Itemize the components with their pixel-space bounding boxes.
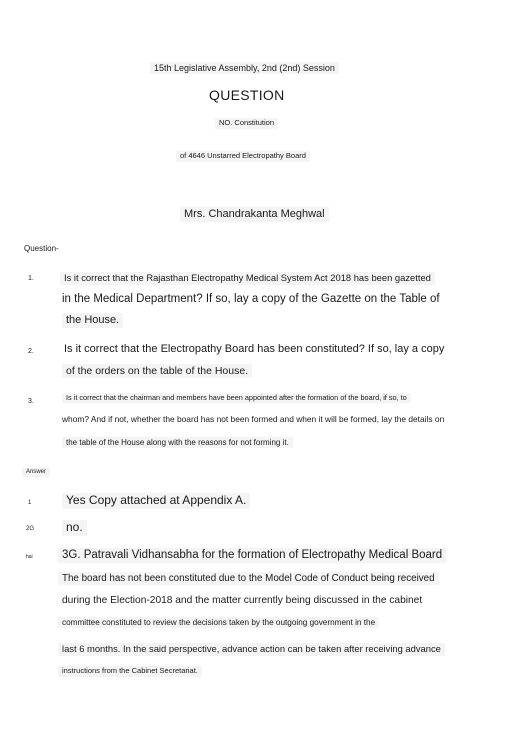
answer-2-text: no. xyxy=(62,520,87,536)
question-1-number: 1. xyxy=(28,275,34,282)
question-number-line: NO. Constitution xyxy=(215,118,278,129)
answer-1-number: 1 xyxy=(28,500,32,506)
question-1-line-3: the House. xyxy=(62,313,123,328)
question-label: Question- xyxy=(24,244,59,253)
answer-3-line-3: during the Election-2018 and the matter currently being discussed in the cabinet xyxy=(62,595,423,606)
answer-3-line-1: 3G. Patravali Vidhansabha for the formation of Electropathy Medical Board xyxy=(58,548,446,563)
question-subject: of 4646 Unstarred Electropathy Board xyxy=(176,151,310,162)
answer-3-line-5: last 6 months. In the said perspective, advance action can be taken after receiving advance xyxy=(58,643,445,656)
question-3-number: 3. xyxy=(28,398,34,405)
question-1-line-2: in the Medical Department? If so, lay a copy of the Gazette on the Table of xyxy=(62,293,440,305)
session-line: 15th Legislative Assembly, 2nd (2nd) Session xyxy=(150,62,339,74)
question-1-line-1: Is it correct that the Rajasthan Electropathy Medical System Act 2018 has been gazetted xyxy=(60,272,435,285)
answer-3-line-6: instructions from the Cabinet Secretariat. xyxy=(58,666,202,677)
question-2-line-2: of the orders on the table of the House. xyxy=(62,364,252,378)
answer-3-number: hai xyxy=(26,554,33,560)
answer-2-number: 2G xyxy=(26,526,35,532)
question-3-line-1: Is it correct that the chairman and members have been appointed after the formation of the board, if so, to xyxy=(62,393,411,403)
answer-3-line-4: committee constituted to review the decisions taken by the outgoing government in the xyxy=(58,617,379,628)
member-name: Mrs. Chandrakanta Meghwal xyxy=(180,207,329,222)
question-2-line-1: Is it correct that the Electropathy Board has been constituted? If so, lay a copy xyxy=(64,343,445,355)
question-3-line-2: whom? And if not, whether the board has not been formed and when it will be formed, lay the details on xyxy=(62,414,445,424)
answer-1-text: Yes Copy attached at Appendix A. xyxy=(62,493,250,509)
document-title: QUESTION xyxy=(209,87,285,103)
answer-3-line-2: The board has not been constituted due to the Model Code of Conduct being received xyxy=(58,572,439,585)
question-2-number: 2. xyxy=(28,348,34,355)
answer-label: Answer xyxy=(22,468,50,477)
question-3-line-3: the table of the House along with the reasons for not forming it. xyxy=(62,437,293,448)
